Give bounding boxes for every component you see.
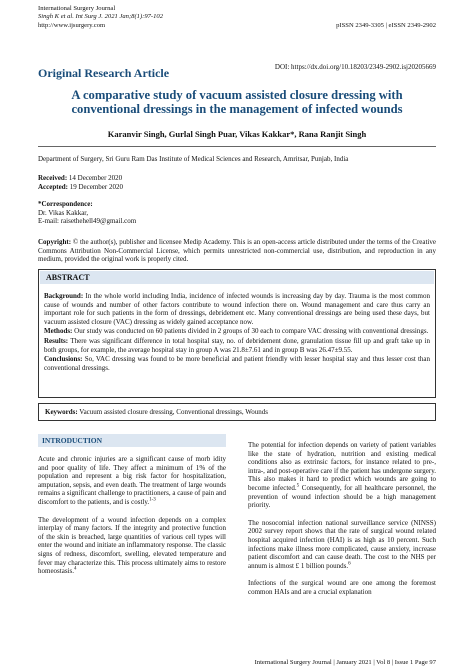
right-column <box>248 441 436 606</box>
paragraph-text: Acute and chronic injuries are a significant cause of morb idity and poor quality of life. They affect a minimum of 1% of the population and represent a big risk factor for hospitalization, amputation, sepsis, and even death. The treatment of large wounds remains a significant challenge to practitioners, a cause of pain and discomfort to the patients, and is costly. <box>38 455 226 506</box>
accepted-date: 19 December 2020 <box>69 182 123 191</box>
article-title <box>38 88 436 117</box>
citation-ref[interactable]: 1-3 <box>149 497 156 503</box>
copyright-label: Copyright: <box>38 238 72 246</box>
background-text: In the whole world including India, incidence of infected wounds is increasing day by day. Trauma is the most common cause of wounds and number of other factors contribute to wound infection there on. Wound management and care thus carry an important role for such patients in the form of dressings, debridement etc. Many conventional dressings are being used these days, but vacuum assisted closure (VAC) dressing as widely gained acceptance now. <box>44 292 430 326</box>
correspondence <box>38 200 136 226</box>
paragraph-text: Infections of the surgical wound are one among the foremost common HAIs and are a crucial explanation <box>248 579 436 596</box>
conclusions-text: So, VAC dressing was found to be more beneficial and patient friendly with lesser hospital stay and thus lesser cost than conventional dressings. <box>44 355 430 372</box>
paragraph-text: The nosocomial infection national surveillance service (NINSS) 2002 survey report shows that the rate of surgical wound related hospital acquired infection (HAI) is as high as 10 percent. Such infections make illness more complicated, cause anxiety, increase patient discomfort and can cause death. The cost to the NHS per annum is almost £ 1 billion pounds. <box>248 518 436 570</box>
received-date: 14 December 2020 <box>68 174 123 182</box>
abstract-body <box>44 292 430 372</box>
paragraph-text: The potential for infection depends on variety of patient variables like the state of hydration, nutrition and existing medical conditions also as extrinsic factors, for instance related to pre-, intra-, and post-operative care if the patient has undergone surgery. This also makes it hard to predict which wounds are going to become infected. <box>248 441 436 492</box>
article-dates <box>38 174 123 191</box>
abstract-heading: ABSTRACT <box>40 271 434 284</box>
results-text: There was significant difference in total hospital stay, no. of debridement done, granulation tissue fill up and graft take up in both groups, for example, the average hospital stay in group A was 21.8±7.61 and in group B was 26.47±9.55. <box>44 336 430 354</box>
correspondence-label: *Correspondence: <box>38 200 93 208</box>
keywords-label: Keywords: <box>45 408 78 416</box>
doi-link[interactable]: DOI: https://dx.doi.org/10.18203/2349-2902.isj20205669 <box>274 63 436 71</box>
accepted-label: Accepted: <box>38 182 68 191</box>
introduction-heading: INTRODUCTION <box>42 436 103 445</box>
paragraph-text: The development of a wound infection depends on a complex interplay of many factors. If the integrity and protective function of the skin is breached, large quantities of various cell types will enter the wound and initiate an inflammatory response. The classic signs of redness, discomfort, swelling, elevated temperature and fever may characterize this. This process ultimately aims to restore homeostasis. <box>38 515 226 576</box>
issn: pISSN 2349-3305 | eISSN 2349-2902 <box>336 22 436 29</box>
citation-ref[interactable]: 6 <box>348 561 351 567</box>
paragraph <box>248 519 436 571</box>
background-label: Background: <box>44 292 84 300</box>
title-line-1: A comparative study of vacuum assisted closure dressing with <box>71 88 403 102</box>
results-label: Results: <box>44 336 69 345</box>
author-list: Karanvir Singh, Gurlal Singh Puar, Vikas Kakkar*, Rana Ranjit Singh <box>107 129 367 139</box>
copyright-notice <box>38 238 436 264</box>
citation: Singh K et al. Int Surg J. 2021 Jan;8(1):97-102 <box>38 13 164 21</box>
methods-text: Our study was conducted on 60 patients divided in 2 groups of 30 each to compare VAC dressing with conventional dressings. <box>74 327 429 336</box>
left-column <box>38 455 226 585</box>
affiliation: Department of Surgery, Sri Guru Ram Das Institute of Medical Sciences and Research, Amritsar, Punjab, India <box>38 155 349 163</box>
paragraph <box>248 441 436 510</box>
keywords-box <box>38 403 436 421</box>
correspondence-name: Dr. Vikas Kakkar, <box>38 208 89 217</box>
article-type-label: Original Research Article <box>38 66 170 80</box>
paragraph <box>38 455 226 507</box>
paragraph <box>248 579 436 596</box>
citation-ref[interactable]: 5 <box>296 483 300 489</box>
journal-url[interactable]: http://www.ijsurgery.com <box>38 21 106 29</box>
methods-label: Methods: <box>44 327 73 336</box>
citation-ref[interactable]: 4 <box>73 566 77 572</box>
divider <box>38 146 436 147</box>
paragraph-text: Consequently, for all healthcare personnel, the prevention of wound infection should be a high management priority. <box>248 483 436 510</box>
paragraph <box>38 516 226 576</box>
copyright-text: © the author(s), publisher and licensee Medip Academy. This is an open-access article distributed under the terms of the Creative Commons Attribution Non-Commercial License, which permits unrestricted non-commercial use, distribution, and reproduction in any medium, provided the original work is properly cited. <box>38 238 436 264</box>
page-footer: International Surgery Journal | January 2021 | Vol 8 | Issue 1 Page 97 <box>254 659 436 666</box>
received-label: Received: <box>38 174 68 182</box>
journal-header <box>38 5 163 30</box>
conclusions-label: Conclusions: <box>44 355 83 364</box>
correspondence-email[interactable]: E-mail: raisethehell49@gmail.com <box>38 217 137 226</box>
keywords-text: Vacuum assisted closure dressing, Conventional dressings, Wounds <box>79 408 268 416</box>
journal-name: International Surgery Journal <box>38 5 116 12</box>
title-line-2: conventional dressings in the management of infected wounds <box>71 102 403 117</box>
